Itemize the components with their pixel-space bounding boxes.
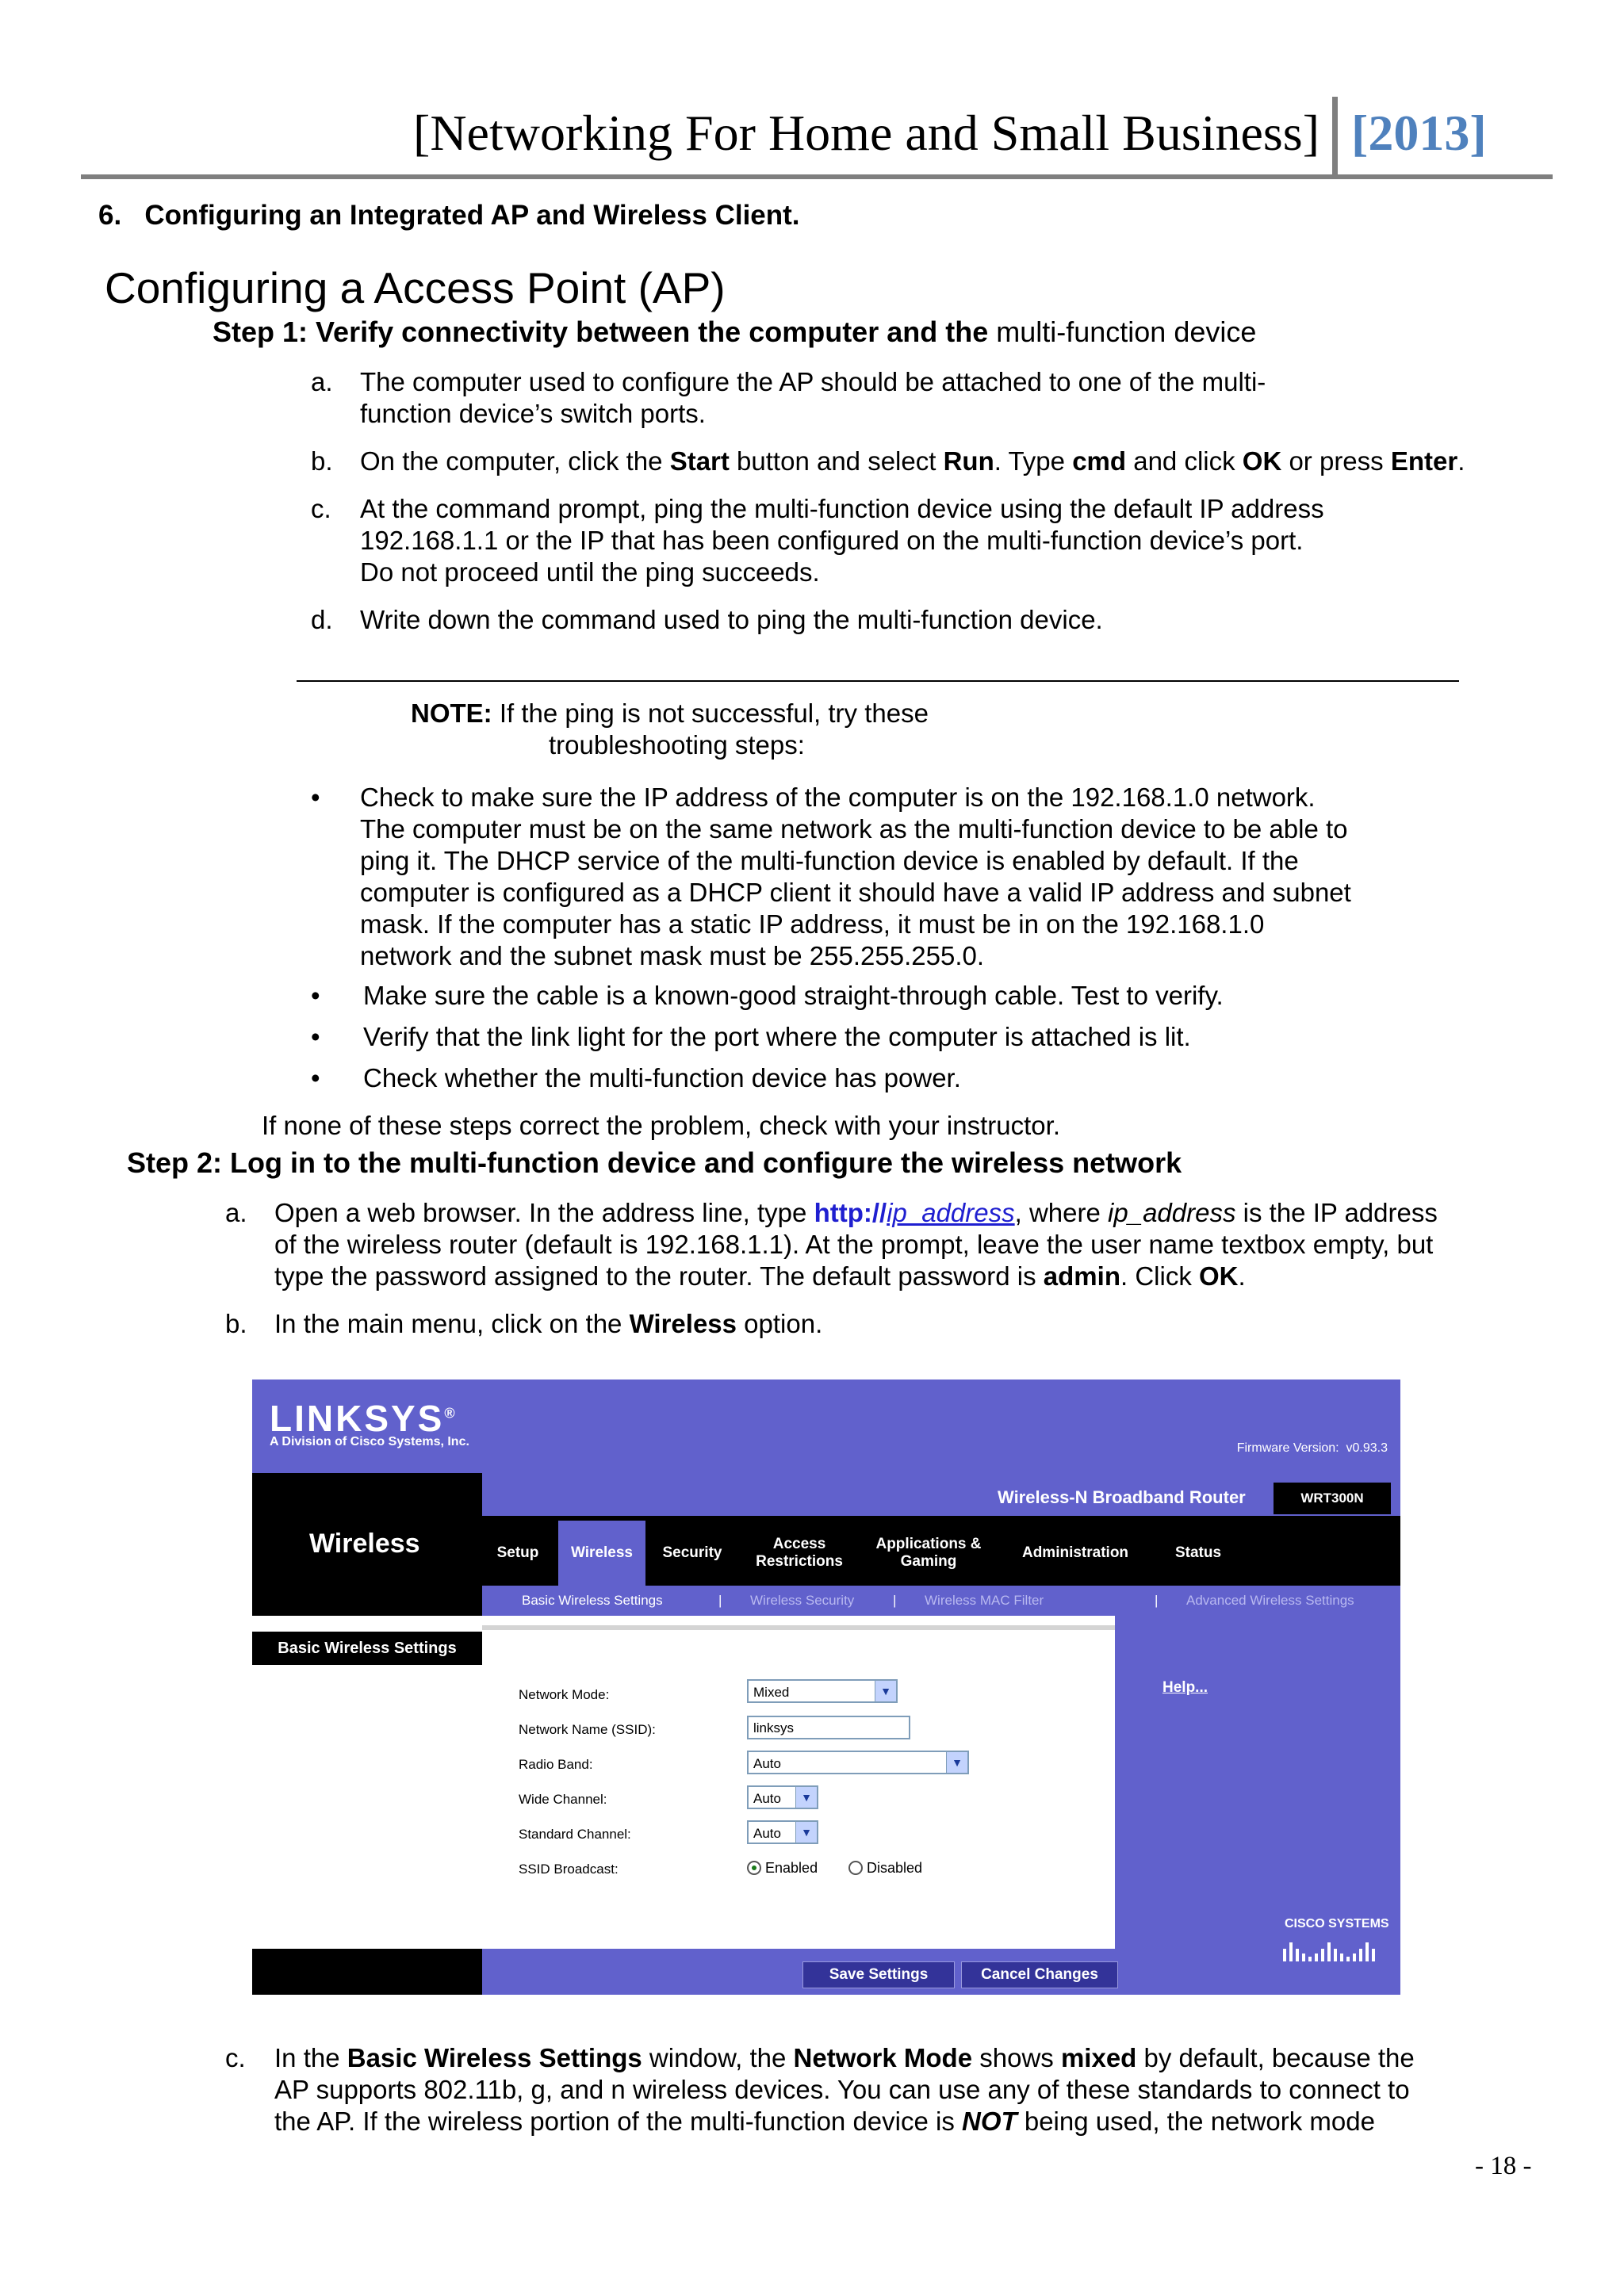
if-none-text: If none of these steps correct the problem, check with your instructor. xyxy=(262,1111,1060,1140)
bullet-3: Verify that the link light for the port where the computer is attached is lit. xyxy=(363,1022,1191,1051)
help-panel xyxy=(1115,1616,1400,1949)
s2c-t2: window, the xyxy=(642,2043,794,2072)
note-bold: NOTE: xyxy=(411,698,492,728)
s2c-b3: mixed xyxy=(1060,2043,1137,2072)
step1-bold: Step 1: Verify connectivity between the computer and the xyxy=(213,316,989,348)
subtab-mac-filter[interactable]: Wireless MAC Filter xyxy=(925,1593,1044,1608)
s1b-t4: and click xyxy=(1126,446,1243,476)
s2a-t1: Open a web browser. In the address line, type xyxy=(274,1198,814,1227)
s1a-line1: The computer used to configure the AP should be attached to one of the multi- xyxy=(360,367,1266,396)
s1b-t1: On the computer, click the xyxy=(360,446,670,476)
s2c-label: c. xyxy=(225,2043,246,2072)
left-heading: Basic Wireless Settings xyxy=(252,1632,482,1665)
s2a-t2: , where xyxy=(1014,1198,1109,1227)
s1c-line3: Do not proceed until the ping succeeds. xyxy=(360,557,820,587)
step1-rest: multi-function device xyxy=(988,316,1257,348)
link-host: ip_address xyxy=(887,1198,1015,1227)
s2a-line3 xyxy=(274,1261,1246,1292)
s2a-line1 xyxy=(274,1197,1438,1229)
note-line2: troubleshooting steps: xyxy=(549,730,805,760)
s2c-line2: AP supports 802.11b, g, and n wireless devices. You can use any of these standards to connect to xyxy=(274,2075,1410,2104)
bullet-1-line: ping it. The DHCP service of the multi-function device is enabled by default. If the xyxy=(360,846,1299,875)
subtab-separator: | xyxy=(893,1593,897,1608)
s2a-b1: admin xyxy=(1043,1261,1120,1291)
s2b-b1: Wireless xyxy=(629,1309,737,1338)
ssid-input[interactable]: linksys xyxy=(747,1716,910,1739)
s1b-t6: . xyxy=(1457,446,1465,476)
bullet-1-line: network and the subnet mask must be 255.255.255.0. xyxy=(360,941,985,970)
s2c-t3: shows xyxy=(972,2043,1061,2072)
s2a-line2: of the wireless router (default is 192.168.1.1). At the prompt, leave the user name textbox empty, but xyxy=(274,1230,1434,1259)
network-mode-value: Mixed xyxy=(753,1685,790,1700)
network-mode-label: Network Mode: xyxy=(519,1687,610,1702)
help-link[interactable]: Help... xyxy=(1162,1679,1208,1696)
form-top-rule xyxy=(482,1625,1115,1630)
bullet-1-marker: • xyxy=(311,783,320,812)
tab-access-restrictions[interactable]: Access Restrictions xyxy=(756,1536,843,1570)
tab-applications-gaming[interactable]: Applications & Gaming xyxy=(875,1536,982,1570)
ssid-broadcast-label: SSID Broadcast: xyxy=(519,1862,619,1877)
bullet-4-marker: • xyxy=(311,1063,320,1093)
s2c-b2: Network Mode xyxy=(793,2043,973,2072)
subtab-advanced-wireless[interactable]: Advanced Wireless Settings xyxy=(1186,1593,1354,1608)
product-bar xyxy=(482,1473,1400,1521)
bullet-3-marker: • xyxy=(311,1022,320,1051)
left-column xyxy=(252,1616,482,1995)
radio-enabled-label: Enabled xyxy=(765,1860,818,1876)
save-settings-button[interactable]: Save Settings xyxy=(802,1961,955,1988)
radio-band-label: Radio Band: xyxy=(519,1757,593,1772)
linksys-logo xyxy=(270,1397,458,1440)
tab-security[interactable]: Security xyxy=(662,1544,722,1561)
s2a-t3: is the IP address xyxy=(1235,1198,1438,1227)
page-number: - 18 - xyxy=(1475,2152,1532,2180)
radio-dot xyxy=(752,1866,756,1870)
s1b-b4: OK xyxy=(1242,446,1282,476)
s1b-b3: cmd xyxy=(1072,446,1127,476)
cisco-logo-text: CISCO SYSTEMS xyxy=(1285,1917,1389,1931)
chevron-down-icon: ▼ xyxy=(795,1822,817,1843)
tab-wireless[interactable]: Wireless xyxy=(558,1521,645,1586)
s1c-label: c. xyxy=(311,494,331,523)
header-title: [Networking For Home and Small Business] xyxy=(413,105,1320,161)
s2b-text xyxy=(274,1308,822,1340)
subtab-separator: | xyxy=(1155,1593,1159,1608)
bullet-1-line: computer is configured as a DHCP client it should have a valid IP address and subnet xyxy=(360,878,1351,907)
standard-channel-label: Standard Channel: xyxy=(519,1827,631,1842)
linksys-logo-subtitle: A Division of Cisco Systems, Inc. xyxy=(270,1435,469,1448)
s2b-t2: option. xyxy=(737,1309,823,1338)
s2c-t4: by default, because the xyxy=(1136,2043,1415,2072)
logo-mark: ® xyxy=(444,1405,458,1422)
subtab-basic-wireless[interactable]: Basic Wireless Settings xyxy=(522,1593,663,1608)
s1b-b5: Enter xyxy=(1390,446,1458,476)
s2c-t1: In the xyxy=(274,2043,347,2072)
tab-status[interactable]: Status xyxy=(1174,1544,1222,1561)
wide-channel-label: Wide Channel: xyxy=(519,1792,607,1807)
section-title: 6. Configuring an Integrated AP and Wireless Client. xyxy=(98,200,800,231)
radio-checked-icon xyxy=(747,1861,761,1875)
network-mode-select[interactable] xyxy=(747,1679,898,1703)
bullet-2: Make sure the cable is a known-good straight-through cable. Test to verify. xyxy=(363,981,1224,1010)
header-year: [2013] xyxy=(1351,105,1487,161)
sub-tabs xyxy=(482,1586,1400,1616)
chevron-down-icon: ▼ xyxy=(795,1787,817,1808)
s1c-line2: 192.168.1.1 or the IP that has been configured on the multi-function device’s port. xyxy=(360,526,1304,555)
radio-disabled[interactable] xyxy=(848,1860,922,1877)
s1b-b1: Start xyxy=(669,446,730,476)
s2a-t6: . xyxy=(1238,1261,1246,1291)
bullet-1-line: Check to make sure the IP address of the computer is on the 192.168.1.0 network. xyxy=(360,783,1316,812)
s2c-t6: being used, the network mode xyxy=(1017,2107,1375,2136)
s1b-label: b. xyxy=(311,446,333,476)
standard-channel-value: Auto xyxy=(753,1826,781,1841)
subtab-wireless-security[interactable]: Wireless Security xyxy=(750,1593,855,1608)
product-name: Wireless-N Broadband Router xyxy=(998,1487,1246,1507)
step1-heading xyxy=(213,314,1256,350)
bullet-1-line: mask. If the computer has a static IP address, it must be in on the 192.168.1.0 xyxy=(360,909,1265,939)
linksys-screenshot xyxy=(252,1380,1400,1995)
note-text: If the ping is not successful, try these xyxy=(492,698,929,728)
radio-disabled-label: Disabled xyxy=(867,1860,923,1876)
radio-band-value: Auto xyxy=(753,1756,781,1771)
subtab-separator: | xyxy=(718,1593,722,1608)
s2c-b1: Basic Wireless Settings xyxy=(347,2043,642,2072)
s1b-t3: . Type xyxy=(994,446,1073,476)
left-footer xyxy=(252,1949,482,1995)
tab-administration[interactable]: Administration xyxy=(1021,1544,1129,1561)
s1b-t5: or press xyxy=(1281,446,1391,476)
main-tabs xyxy=(482,1521,1400,1586)
s2a-i1: ip_address xyxy=(1108,1198,1236,1227)
s1b-text xyxy=(360,446,1465,477)
chevron-down-icon: ▼ xyxy=(875,1681,896,1701)
cancel-changes-button[interactable]: Cancel Changes xyxy=(961,1961,1118,1988)
s1c-line1: At the command prompt, ping the multi-function device using the default IP address xyxy=(360,494,1324,523)
s1b-b2: Run xyxy=(943,446,994,476)
s2c-t5: the AP. If the wireless portion of the multi-function device is xyxy=(274,2107,963,2136)
header-divider xyxy=(1332,97,1338,176)
bullet-4: Check whether the multi-function device has power. xyxy=(363,1063,961,1093)
radio-unchecked-icon xyxy=(848,1861,863,1875)
s1a-label: a. xyxy=(311,367,333,396)
standard-channel-select[interactable] xyxy=(747,1820,818,1844)
header-rule xyxy=(81,174,1553,179)
bullet-2-marker: • xyxy=(311,981,320,1010)
logo-text: LINKSYS xyxy=(270,1398,445,1439)
s1d-label: d. xyxy=(311,605,333,634)
wide-channel-value: Auto xyxy=(753,1791,781,1806)
section-title: Wireless xyxy=(309,1529,420,1559)
note-line1 xyxy=(411,698,929,729)
s1d-line1: Write down the command used to ping the multi-function device. xyxy=(360,605,1103,634)
bullet-1-line: The computer must be on the same network as the multi-function device to be able to xyxy=(360,814,1348,844)
s2b-t1: In the main menu, click on the xyxy=(274,1309,630,1338)
ssid-broadcast-options xyxy=(747,1860,985,1884)
firmware-version: Firmware Version: v0.93.3 xyxy=(1236,1441,1388,1455)
wide-channel-select[interactable] xyxy=(747,1785,818,1809)
s2c-line3 xyxy=(274,2106,1375,2137)
s2a-b2: OK xyxy=(1198,1261,1239,1291)
step2-heading: Step 2: Log in to the multi-function device and configure the wireless network xyxy=(127,1146,1182,1179)
s1b-t2: button and select xyxy=(729,446,944,476)
s2a-label: a. xyxy=(225,1198,247,1227)
page-heading: Configuring a Access Point (AP) xyxy=(105,263,726,312)
radio-enabled[interactable] xyxy=(747,1860,818,1877)
s2a-t5: . Click xyxy=(1120,1261,1199,1291)
radio-band-select[interactable] xyxy=(747,1751,969,1774)
chevron-down-icon: ▼ xyxy=(946,1752,967,1773)
tab-setup[interactable]: Setup xyxy=(496,1544,539,1561)
s1a-line2: function device’s switch ports. xyxy=(360,399,706,428)
s2b-label: b. xyxy=(225,1309,247,1338)
s2c-line1 xyxy=(274,2042,1415,2074)
s2a-t4: type the password assigned to the router. The default password is xyxy=(274,1261,1044,1291)
ssid-label: Network Name (SSID): xyxy=(519,1722,656,1737)
cisco-bars-icon xyxy=(1281,1934,1385,1961)
s2c-b4: NOT xyxy=(962,2107,1017,2136)
model-badge: WRT300N xyxy=(1274,1483,1391,1514)
answer-line xyxy=(297,680,1459,682)
link-protocol: http:// xyxy=(814,1198,887,1227)
ip-address-link[interactable] xyxy=(814,1198,1015,1227)
